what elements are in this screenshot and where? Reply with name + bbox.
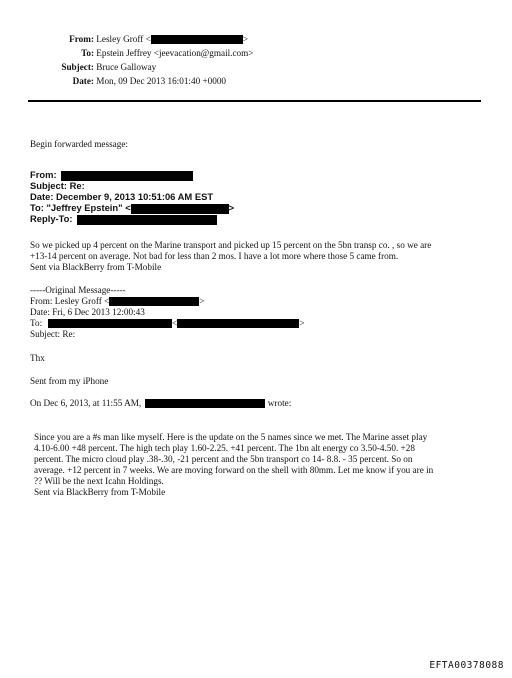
original-to-close: > [299, 318, 305, 328]
fwd-to-text: To: "Jeffrey Epstein" < [30, 202, 131, 213]
redaction-box [48, 319, 172, 328]
original-date-row: Date: Fri, 6 Dec 2013 12:00:43 [30, 307, 145, 317]
quoted-line: 4.10-6.00 +48 percent. The high tech play 1.60-2.25. +41 percent. The 1bn alt energy co 3.50-4.50. +28 [34, 443, 415, 453]
fwd-from-row [30, 170, 193, 181]
redaction-box [131, 204, 229, 214]
header-date-label: Date: [72, 76, 94, 86]
quoted-line: Since you are a #s man like myself. Here is the update on the 5 names since we met. The Marine asset play [34, 432, 428, 442]
quoted-line: ?? Will be the next Icahn Holdings. [34, 476, 164, 486]
fwd-replyto-row [30, 214, 217, 225]
reply-sent-from: Sent from my iPhone [30, 376, 109, 386]
reply-on-date: On Dec 6, 2013, at 11:55 AM, [30, 398, 142, 408]
fwd-to-row [30, 203, 234, 214]
header-from-value: Lesley Groff < [96, 34, 151, 44]
reply-thx: Thx [30, 353, 45, 363]
header-subject-row [30, 62, 156, 73]
header-date-row [30, 76, 226, 87]
message1-line: So we picked up 4 percent on the Marine transport and picked up 15 percent on the 5bn transp co. , so we are [30, 240, 432, 250]
original-from-close: > [199, 296, 205, 306]
original-to-label: To: [30, 318, 43, 328]
message1-body [30, 240, 431, 273]
original-from-row [30, 296, 305, 307]
fwd-replyto-label: Reply-To: [30, 213, 73, 224]
message1-line: Sent via BlackBerry from T-Mobile [30, 262, 162, 272]
header-to-row [30, 48, 253, 59]
redaction-box [109, 297, 199, 306]
original-to-row [30, 318, 305, 329]
redaction-box [177, 319, 299, 328]
document-id: EFTA00378088 [429, 660, 504, 671]
redaction-box [151, 35, 243, 44]
original-message-block [30, 285, 305, 340]
fwd-from-label: From: [30, 169, 57, 180]
header-divider [28, 100, 481, 102]
quoted-body [34, 432, 433, 498]
fwd-date-row: Date: December 9, 2013 10:51:06 AM EST [30, 191, 214, 202]
fwd-subject-row: Subject: Re: [30, 180, 85, 191]
quoted-line: percent. The micro cloud play .38-.30, -21 percent and the 5bn transport co 14- 8.8. - 35 percent. So on [34, 454, 413, 464]
redaction-box [145, 399, 265, 408]
forward-intro: Begin forwarded message: [30, 139, 128, 149]
header-date-value: Mon, 09 Dec 2013 16:01:40 +0000 [96, 76, 227, 86]
original-subject-row: Subject: Re: [30, 329, 76, 339]
message1-line: +13-14 percent on average. Not bad for less than 2 mos. I have a lot more where those 5 came from. [30, 251, 399, 261]
header-to-value: Epstein Jeffrey <jeevacation@gmail.com> [96, 48, 254, 58]
redaction-box [77, 215, 217, 225]
original-to-mid: < [172, 318, 178, 328]
quoted-line: average. +12 percent in 7 weeks. We are moving forward on the shell with 80mm. Let me know if you are in [34, 465, 434, 475]
header-to-label: To: [81, 48, 94, 58]
quoted-line: Sent via BlackBerry from T-Mobile [34, 487, 166, 497]
original-divider: -----Original Message----- [30, 285, 126, 295]
header-subject-value: Bruce Galloway [96, 62, 157, 72]
header-from-label: From: [69, 34, 94, 44]
header-from-close: > [242, 34, 248, 44]
reply-on-date-row [30, 398, 291, 409]
fwd-to-close: > [228, 202, 235, 213]
reply-wrote: wrote: [267, 398, 292, 408]
header-from-row [30, 34, 248, 45]
header-subject-label: Subject: [61, 62, 94, 72]
original-from-text: From: Lesley Groff < [30, 296, 110, 306]
